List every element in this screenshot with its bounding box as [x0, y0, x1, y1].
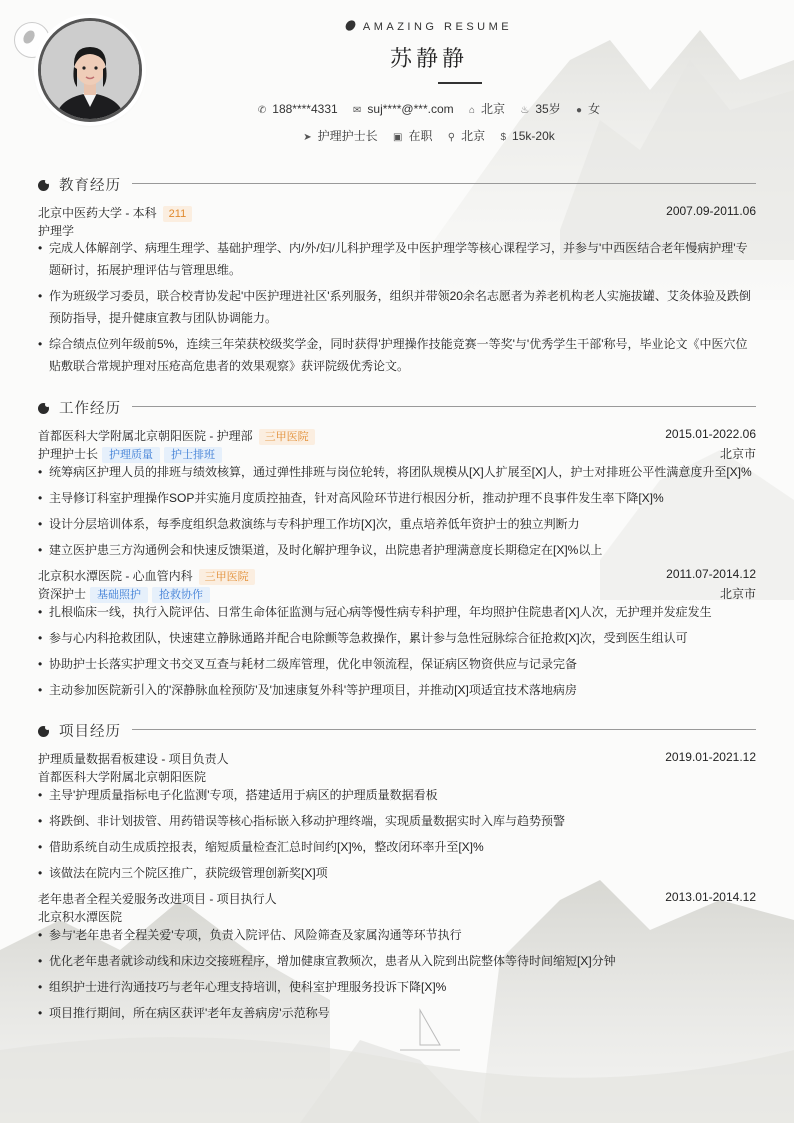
job-intent-row [0, 127, 794, 144]
list-item: • 统筹病区护理人员的排班与绩效核算，通过弹性排班与岗位轮转，将团队规模从[X]人扩展至[X]人，护士对排班公平性满意度升至[X]% [38, 461, 756, 483]
job-header [38, 567, 756, 585]
list-item: • 参与心内科抢救团队，快速建立静脉通路并配合电除颤等急救操作，累计参与急性冠脉综合征抢救[X]次，受到医生组认可 [38, 627, 756, 649]
education-header [38, 204, 756, 222]
list-item: • 主导'护理质量指标电子化监测'专项，搭建适用于病区的护理质量数据看板 [38, 784, 756, 806]
list-item: • 主动参加医院新引入的'深静脉血栓预防'及'加速康复外科'等护理项目，并推动[X]项适宜技术落地病房 [38, 679, 756, 701]
project-header [38, 750, 756, 767]
target-position-info: ➤ 护理护士长 [303, 129, 378, 143]
list-item: • 作为班级学习委员，联合校青协发起'中医护理进社区'系列服务，组织并带领20余名志愿者为养老机构老人实施拔罐、艾灸体验及跌倒预防指导，提升健康宣教与团队协调能力。 [38, 285, 756, 329]
job-org: 首都医科大学附属北京朝阳医院 - 护理部 [38, 429, 253, 443]
list-item: • 借助系统自动生成质控报表，缩短质量检查汇总时间约[X]%，整改闭环率升至[X]% [38, 836, 756, 858]
section-title-education: 教育经历 [38, 174, 121, 195]
section-bullet-icon [38, 403, 49, 414]
cake-icon: ♨ [520, 105, 530, 116]
job-bullets [38, 461, 756, 565]
briefcase-icon: ▣ [392, 132, 403, 143]
job-org: 北京积水潭医院 - 心血管内科 [38, 569, 193, 583]
list-item: • 综合绩点位列年级前5%，连续三年荣获校级奖学金，同时获得'护理操作技能竞赛一等奖'与'优秀学生干部'称号，毕业论文《中医穴位贴敷联合常规护理对压疮高危患者的效果观察》获评院级优秀论文。 [38, 333, 756, 377]
mail-icon: ✉ [353, 105, 362, 116]
section-bullet-icon [38, 180, 49, 191]
school-tag: 211 [163, 206, 193, 222]
project-name: 护理质量数据看板建设 - 项目负责人 [38, 752, 229, 766]
hospital-tag: 三甲医院 [199, 569, 255, 585]
home-icon: ⌂ [468, 105, 476, 116]
gender-info: ● 女 [576, 102, 601, 116]
job-city: 北京市 [719, 587, 756, 601]
skill-tag: 护理质量 [102, 447, 160, 463]
list-item: • 完成人体解剖学、病理生理学、基础护理学、内/外/妇/儿科护理学及中医护理学等核心课程学习，并参与'中西医结合老年慢病护理'专题研讨，拓展护理评估与管理思维。 [38, 237, 756, 281]
project-org: 北京积水潭医院 [38, 910, 123, 924]
section-title-projects: 项目经历 [38, 720, 121, 741]
skill-tag: 抢救协作 [152, 587, 210, 603]
section-divider [132, 729, 756, 730]
list-item: • 该做法在院内三个院区推广，获院级管理创新奖[X]项 [38, 862, 756, 884]
target-city-info: ⚲ 北京 [447, 129, 486, 143]
list-item: • 主导修订科室护理操作SOP并实施月度质控抽查，针对高风险环节进行根因分析，推动护理不良事件发生率下降[X]% [38, 487, 756, 509]
name-underline [438, 82, 482, 84]
job-header [38, 427, 756, 445]
send-icon: ➤ [303, 132, 312, 143]
status-info: ▣ 在职 [392, 129, 433, 143]
job-date: 2011.07-2014.12 [666, 567, 756, 581]
location-pin-icon: ⚲ [447, 132, 456, 143]
section-divider [132, 406, 756, 407]
section-title-work: 工作经历 [38, 397, 121, 418]
phone-info: ✆ 188****4331 [257, 102, 338, 116]
education-bullets [38, 237, 756, 381]
list-item: • 设计分层培训体系，每季度组织急救演练与专科护理工作坊[X]次，重点培养低年资护士的独立判断力 [38, 513, 756, 535]
list-item: • 协助护士长落实护理文书交叉互查与耗材二级库管理，优化申领流程，保证病区物资供应与记录完备 [38, 653, 756, 675]
age-info: ♨ 35岁 [520, 102, 561, 116]
job-date: 2015.01-2022.06 [665, 427, 756, 441]
email-info: ✉ suj****@***.com [353, 102, 454, 116]
list-item: • 将跌倒、非计划拔管、用药错误等核心指标嵌入移动护理终端，实现质量数据实时入库与趋势预警 [38, 810, 756, 832]
project-name: 老年患者全程关爱服务改进项目 - 项目执行人 [38, 892, 277, 906]
list-item: • 扎根临床一线，执行入院评估、日常生命体征监测与冠心病等慢性病专科护理，年均照护住院患者[X]人次，无护理并发症发生 [38, 601, 756, 623]
education-date: 2007.09-2011.06 [666, 204, 756, 218]
project-org: 首都医科大学附属北京朝阳医院 [38, 770, 207, 784]
project-bullets [38, 784, 756, 888]
major: 护理学 [38, 224, 75, 238]
list-item: • 参与'老年患者全程关爱'专项，负责入院评估、风险筛查及家属沟通等环节执行 [38, 924, 756, 946]
hospital-tag: 三甲医院 [259, 429, 315, 445]
list-item: • 优化老年患者就诊动线和床边交接班程序，增加健康宣教频次，患者从入院到出院整体等待时间缩短[X]分钟 [38, 950, 756, 972]
candidate-name: 苏静静 [389, 46, 468, 71]
school-name: 北京中医药大学 - 本科 [38, 206, 157, 220]
hometown-info: ⌂ 北京 [468, 102, 506, 116]
list-item: • 项目推行期间，所在病区获评'老年友善病房'示范称号 [38, 1002, 756, 1024]
skill-tag: 护士排班 [164, 447, 222, 463]
money-icon: $ [500, 132, 507, 143]
job-bullets [38, 601, 756, 705]
skill-tag: 基础照护 [90, 587, 148, 603]
project-date: 2019.01-2021.12 [665, 750, 756, 764]
project-header [38, 890, 756, 907]
phone-icon: ✆ [257, 105, 267, 116]
list-item: • 建立医护患三方沟通例会和快速反馈渠道，及时化解护理争议，出院患者护理满意度长期稳定在[X]%以上 [38, 539, 756, 561]
section-divider [132, 183, 756, 184]
job-city: 北京市 [719, 447, 756, 461]
contact-info-row [0, 100, 794, 117]
gender-icon: ● [576, 105, 583, 116]
project-bullets [38, 924, 756, 1028]
section-bullet-icon [38, 726, 49, 737]
project-date: 2013.01-2014.12 [665, 890, 756, 904]
job-role: 资深护士 [38, 587, 87, 601]
salary-info: $ 15k-20k [500, 129, 555, 143]
job-role: 护理护士长 [38, 447, 99, 461]
resume-tagline: AMAZING RESUME [0, 20, 794, 33]
list-item: • 组织护士进行沟通技巧与老年心理支持培训，使科室护理服务投诉下降[X]% [38, 976, 756, 998]
leaf-icon [344, 19, 356, 32]
